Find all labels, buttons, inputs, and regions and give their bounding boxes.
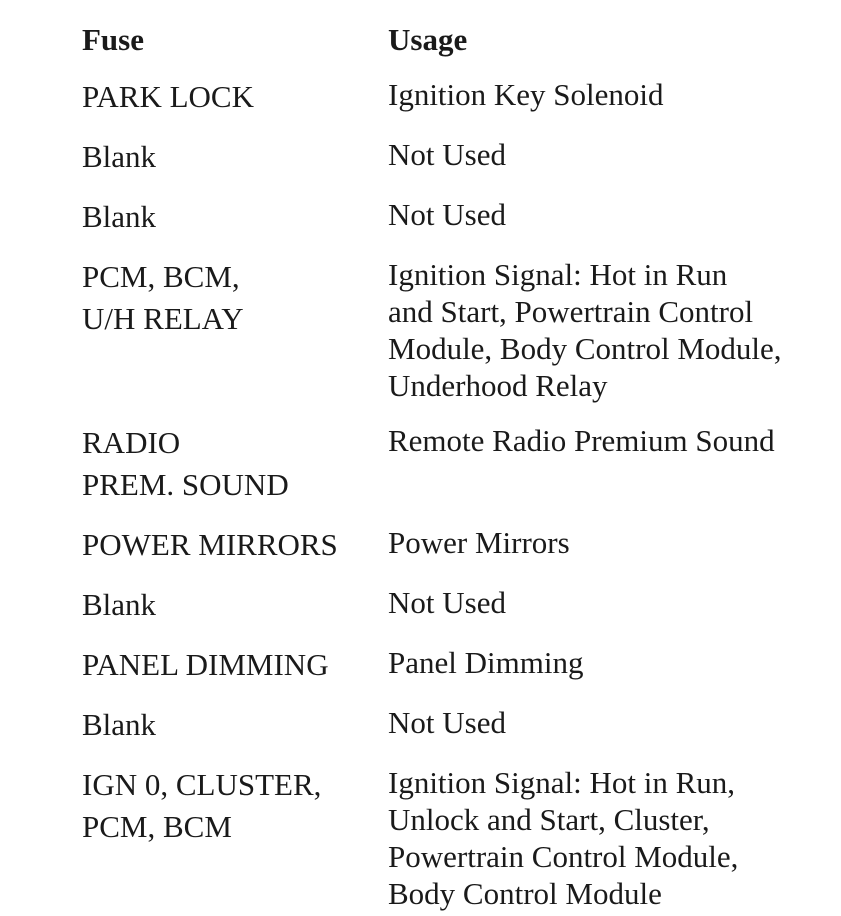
usage-description-text: Remote Radio Premium Sound [388, 423, 775, 458]
usage-description-text: Powertrain Control Module, [388, 839, 739, 874]
table-body [82, 76, 828, 916]
usage-cell [388, 644, 828, 704]
table-row [82, 524, 828, 584]
fuse-name-text: Blank [82, 587, 157, 622]
fuse-name-text: PARK LOCK [82, 79, 254, 114]
fuse-cell [82, 136, 388, 196]
fuse-name-text: U/H RELAY [82, 301, 244, 336]
usage-description-text: Power Mirrors [388, 525, 570, 560]
usage-column-header: Usage [388, 22, 468, 57]
table-row [82, 584, 828, 644]
fuse-cell [82, 704, 388, 764]
fuse-name-text: Blank [82, 707, 157, 742]
fuse-cell [82, 422, 388, 524]
table-row [82, 76, 828, 136]
usage-cell [388, 704, 828, 764]
header-row [82, 22, 828, 76]
table-row [82, 422, 828, 524]
fuse-name-text: PCM, BCM, [82, 259, 240, 294]
fuse-cell [82, 584, 388, 644]
fuse-cell [82, 76, 388, 136]
usage-description-text: Ignition Signal: Hot in Run, [388, 765, 736, 800]
fuse-name-text: PCM, BCM [82, 809, 232, 844]
fuse-name-text: Blank [82, 139, 157, 174]
table-row [82, 136, 828, 196]
usage-description-text: Ignition Signal: Hot in Run [388, 257, 728, 292]
table-header [82, 22, 828, 76]
usage-cell [388, 256, 828, 422]
table-row [82, 764, 828, 916]
usage-cell [388, 136, 828, 196]
fuse-cell [82, 524, 388, 584]
table-row [82, 256, 828, 422]
usage-cell [388, 524, 828, 584]
fuse-name-text: Blank [82, 199, 157, 234]
usage-description-text: Ignition Key Solenoid [388, 77, 664, 112]
usage-description-text: Module, Body Control Module, [388, 331, 782, 366]
table-row [82, 196, 828, 256]
usage-cell [388, 764, 828, 916]
table-row [82, 644, 828, 704]
usage-cell [388, 196, 828, 256]
usage-description-text: Underhood Relay [388, 368, 608, 403]
fuse-name-text: RADIO [82, 425, 181, 460]
usage-description-text: Not Used [388, 705, 506, 740]
usage-description-text: Body Control Module [388, 876, 662, 911]
usage-description-text: Not Used [388, 585, 506, 620]
fuse-name-text: PANEL DIMMING [82, 647, 329, 682]
fuse-usage-table [82, 22, 828, 916]
usage-description-text: Not Used [388, 137, 506, 172]
fuse-cell [82, 196, 388, 256]
fuse-column-header: Fuse [82, 22, 144, 57]
table-row [82, 704, 828, 764]
usage-description-text: Unlock and Start, Cluster, [388, 802, 710, 837]
usage-description-text: Panel Dimming [388, 645, 584, 680]
fuse-name-text: POWER MIRRORS [82, 527, 338, 562]
fuse-cell [82, 644, 388, 704]
usage-description-text: Not Used [388, 197, 506, 232]
fuse-cell [82, 764, 388, 916]
fuse-cell [82, 256, 388, 422]
usage-description-text: and Start, Powertrain Control [388, 294, 754, 329]
usage-cell [388, 584, 828, 644]
fuse-name-text: IGN 0, CLUSTER, [82, 767, 322, 802]
fuse-name-text: PREM. SOUND [82, 467, 289, 502]
usage-cell [388, 422, 828, 524]
usage-cell [388, 76, 828, 136]
